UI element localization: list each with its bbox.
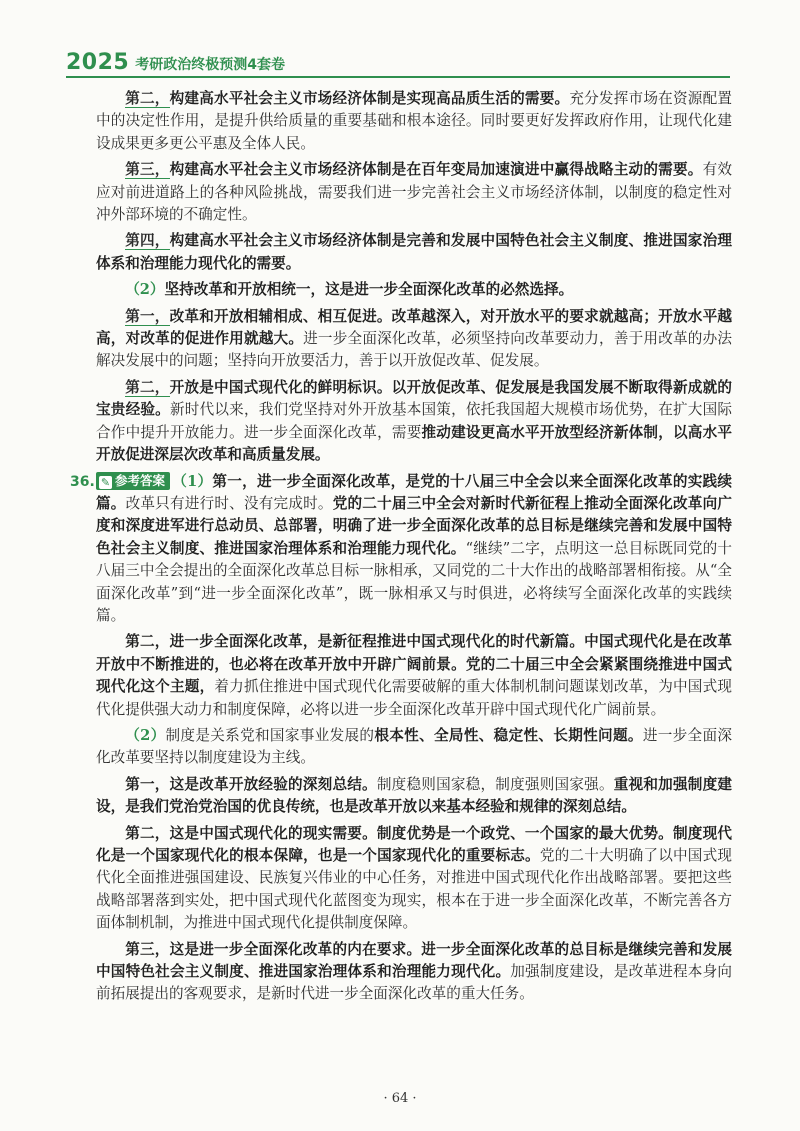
p4-number: （2） — [125, 281, 165, 299]
p9-text: 制度是关系党和国家事业发展的 — [165, 726, 375, 744]
q36-text: 改革只有进行时、没有完成时。 — [125, 494, 333, 512]
p10-bold: 第一，这是改革开放经验的深刻总结。 — [125, 775, 377, 793]
p3-lead: 第四， — [125, 232, 170, 250]
paragraph-p8 — [96, 631, 732, 721]
page-header — [66, 46, 730, 74]
p2-lead: 第三， — [125, 161, 170, 179]
p6-text: 新时代以来，我们党坚持对外开放基本国策，依托我国超大规模市场优势，在扩大国际合作中提升开放能力。进一步全面深化改革，需要 — [96, 401, 732, 441]
q36-text-2: “继续”二字，点明这一总目标既同党的十八届三中全会提出的全面深化改革总目标一脉相承，又同党的二十大作出的战略部署相衔接。从“全面深化改革”到“进一步全面深化改革”，既一脉相承又与时俱进，必将续写全面深化改革的实践续篇。 — [96, 539, 732, 624]
paragraph-p5 — [96, 306, 732, 373]
paragraph-p10 — [96, 774, 732, 819]
p12-text: 加强制度建设，是改革进程本身向前拓展提出的客观要求，是新时代进一步全面深化改革的重大任务。 — [96, 963, 732, 1003]
pencil-icon: ✎ — [100, 475, 111, 489]
paragraph-p3 — [96, 230, 732, 275]
paragraph-p11 — [96, 823, 732, 935]
p6-lead: 第二， — [125, 378, 170, 396]
paragraph-p6 — [96, 377, 732, 467]
answer-36 — [70, 471, 732, 628]
p9-bold: 根本性、全局性、稳定性、长期性问题。 — [374, 726, 643, 744]
p1-lead: 第二， — [125, 90, 170, 107]
p2-text: 有效应对前进道路上的各种风险挑战，需要我们进一步完善社会主义市场经济体制，以制度的稳定性对冲外部环境的不确定性。 — [96, 161, 732, 224]
p4-bold: 坚持改革和开放相统一，这是进一步全面深化改革的必然选择。 — [164, 281, 574, 299]
page-number: · 64 · — [383, 1091, 417, 1106]
p10-text: 制度稳则国家稳，制度强则国家强。 — [376, 775, 614, 793]
p12-bold: 第三，这是进一步全面深化改革的内在要求。进一步全面深化改革的总目标是继续完善和发展中国特色社会主义制度、推进国家治理体系和治理能力现代化。 — [96, 940, 732, 981]
p6-bold: 开放是中国式现代化的鲜明标识。以开放促改革、促发展是我国发展不断取得新成就的宝贵经验。 — [96, 378, 732, 419]
header-year: 2025 — [66, 50, 130, 75]
p1-text: 充分发挥市场在资源配置中的决定性作用，是提升供给质量的重要基础和根本途径。同时要更好发挥政府作用，让现代化建设成果更多更公平惠及全体人民。 — [96, 90, 732, 152]
p2-bold: 构建高水平社会主义市场经济体制是在百年变局加速演进中赢得战略主动的需要。 — [169, 161, 703, 179]
p6-bold-end: 推动建设更高水平开放型经济新体制，以高水平开放促进深层次改革和高质量发展。 — [96, 423, 732, 464]
p8-text: 着力抓住推进中国式现代化需要破解的重大体制机制问题谋划改革，为中国式现代化提供强大动力和制度保障，必将以进一步全面深化改革开辟中国式现代化广阔前景。 — [96, 678, 732, 718]
paragraph-p12 — [96, 939, 732, 1006]
q36-number: （1） — [172, 472, 213, 490]
p1-bold: 构建高水平社会主义市场经济体制是实现高品质生活的需要。 — [169, 90, 570, 107]
p5-lead: 第一， — [125, 307, 170, 325]
p11-text: 党的二十大明确了以中国式现代化全面推进强国建设、民族复兴伟业的中心任务，对推进中国式现代化作出战略部署。要把这些战略部署落到实处，把中国式现代化蓝图变为现实，根本在于进一步全面深化改革，不断完善各方面体制机制，为推进中国式现代化提供制度保障。 — [96, 847, 732, 932]
q36-bold: 第一，进一步全面深化改革，是党的十八届三中全会以来全面深化改革的实践续篇。 — [96, 472, 732, 512]
page-content — [70, 88, 732, 1010]
p3-bold: 构建高水平社会主义市场经济体制是完善和发展中国特色社会主义制度、推进国家治理体系和治理能力现代化的需要。 — [96, 232, 732, 272]
p8-bold: 第二，进一步全面深化改革，是新征程推进中国式现代化的时代新篇。中国式现代化是在改革开放中不断推进的，也必将在改革开放中开辟广阔前景。党的二十届三中全会紧紧围绕推进中国式现代化这个主题， — [96, 633, 732, 696]
paragraph-p2 — [96, 159, 732, 226]
badge-label: 参考答案 — [115, 472, 166, 488]
p9-number: （2） — [125, 726, 166, 744]
p10-bold-2: 重视和加强制度建设，是我们党治党治国的优良传统，也是改革开放以来基本经验和规律的深刻总结。 — [96, 775, 732, 816]
paragraph-p1 — [96, 88, 732, 155]
p5-bold: 改革和开放相辅相成、相互促进。改革越深入，对开放水平的要求就越高；开放水平越高，对改革的促进作用就越大。 — [96, 307, 732, 348]
question-number: 36. — [70, 473, 95, 490]
header-title: 考研政治终极预测4套卷 — [135, 57, 285, 73]
reference-answer-badge — [96, 472, 170, 490]
p5-text: 进一步全面深化改革，必须坚持向改革要动力，善于用改革的办法解决发展中的问题；坚持向开放要活力，善于以开放促改革、促发展。 — [96, 330, 732, 370]
p11-bold: 第二，这是中国式现代化的现实需要。制度优势是一个政党、一个国家的最大优势。制度现代化是一个国家现代化的根本保障，也是一个国家现代化的重要标志。 — [96, 824, 732, 864]
paragraph-p4 — [96, 279, 732, 301]
q36-bold-2: 党的二十届三中全会对新时代新征程上推动全面深化改革向广度和深度进军进行总动员、总部署，明确了进一步全面深化改革的总目标是继续完善和发展中国特色社会主义制度、推进国家治理体系和治理能力现代化。 — [96, 494, 732, 557]
p9-text-2: 进一步全面深化改革要坚持以制度建设为主线。 — [96, 726, 732, 767]
header-rule — [66, 76, 730, 78]
paragraph-p9 — [96, 725, 732, 770]
